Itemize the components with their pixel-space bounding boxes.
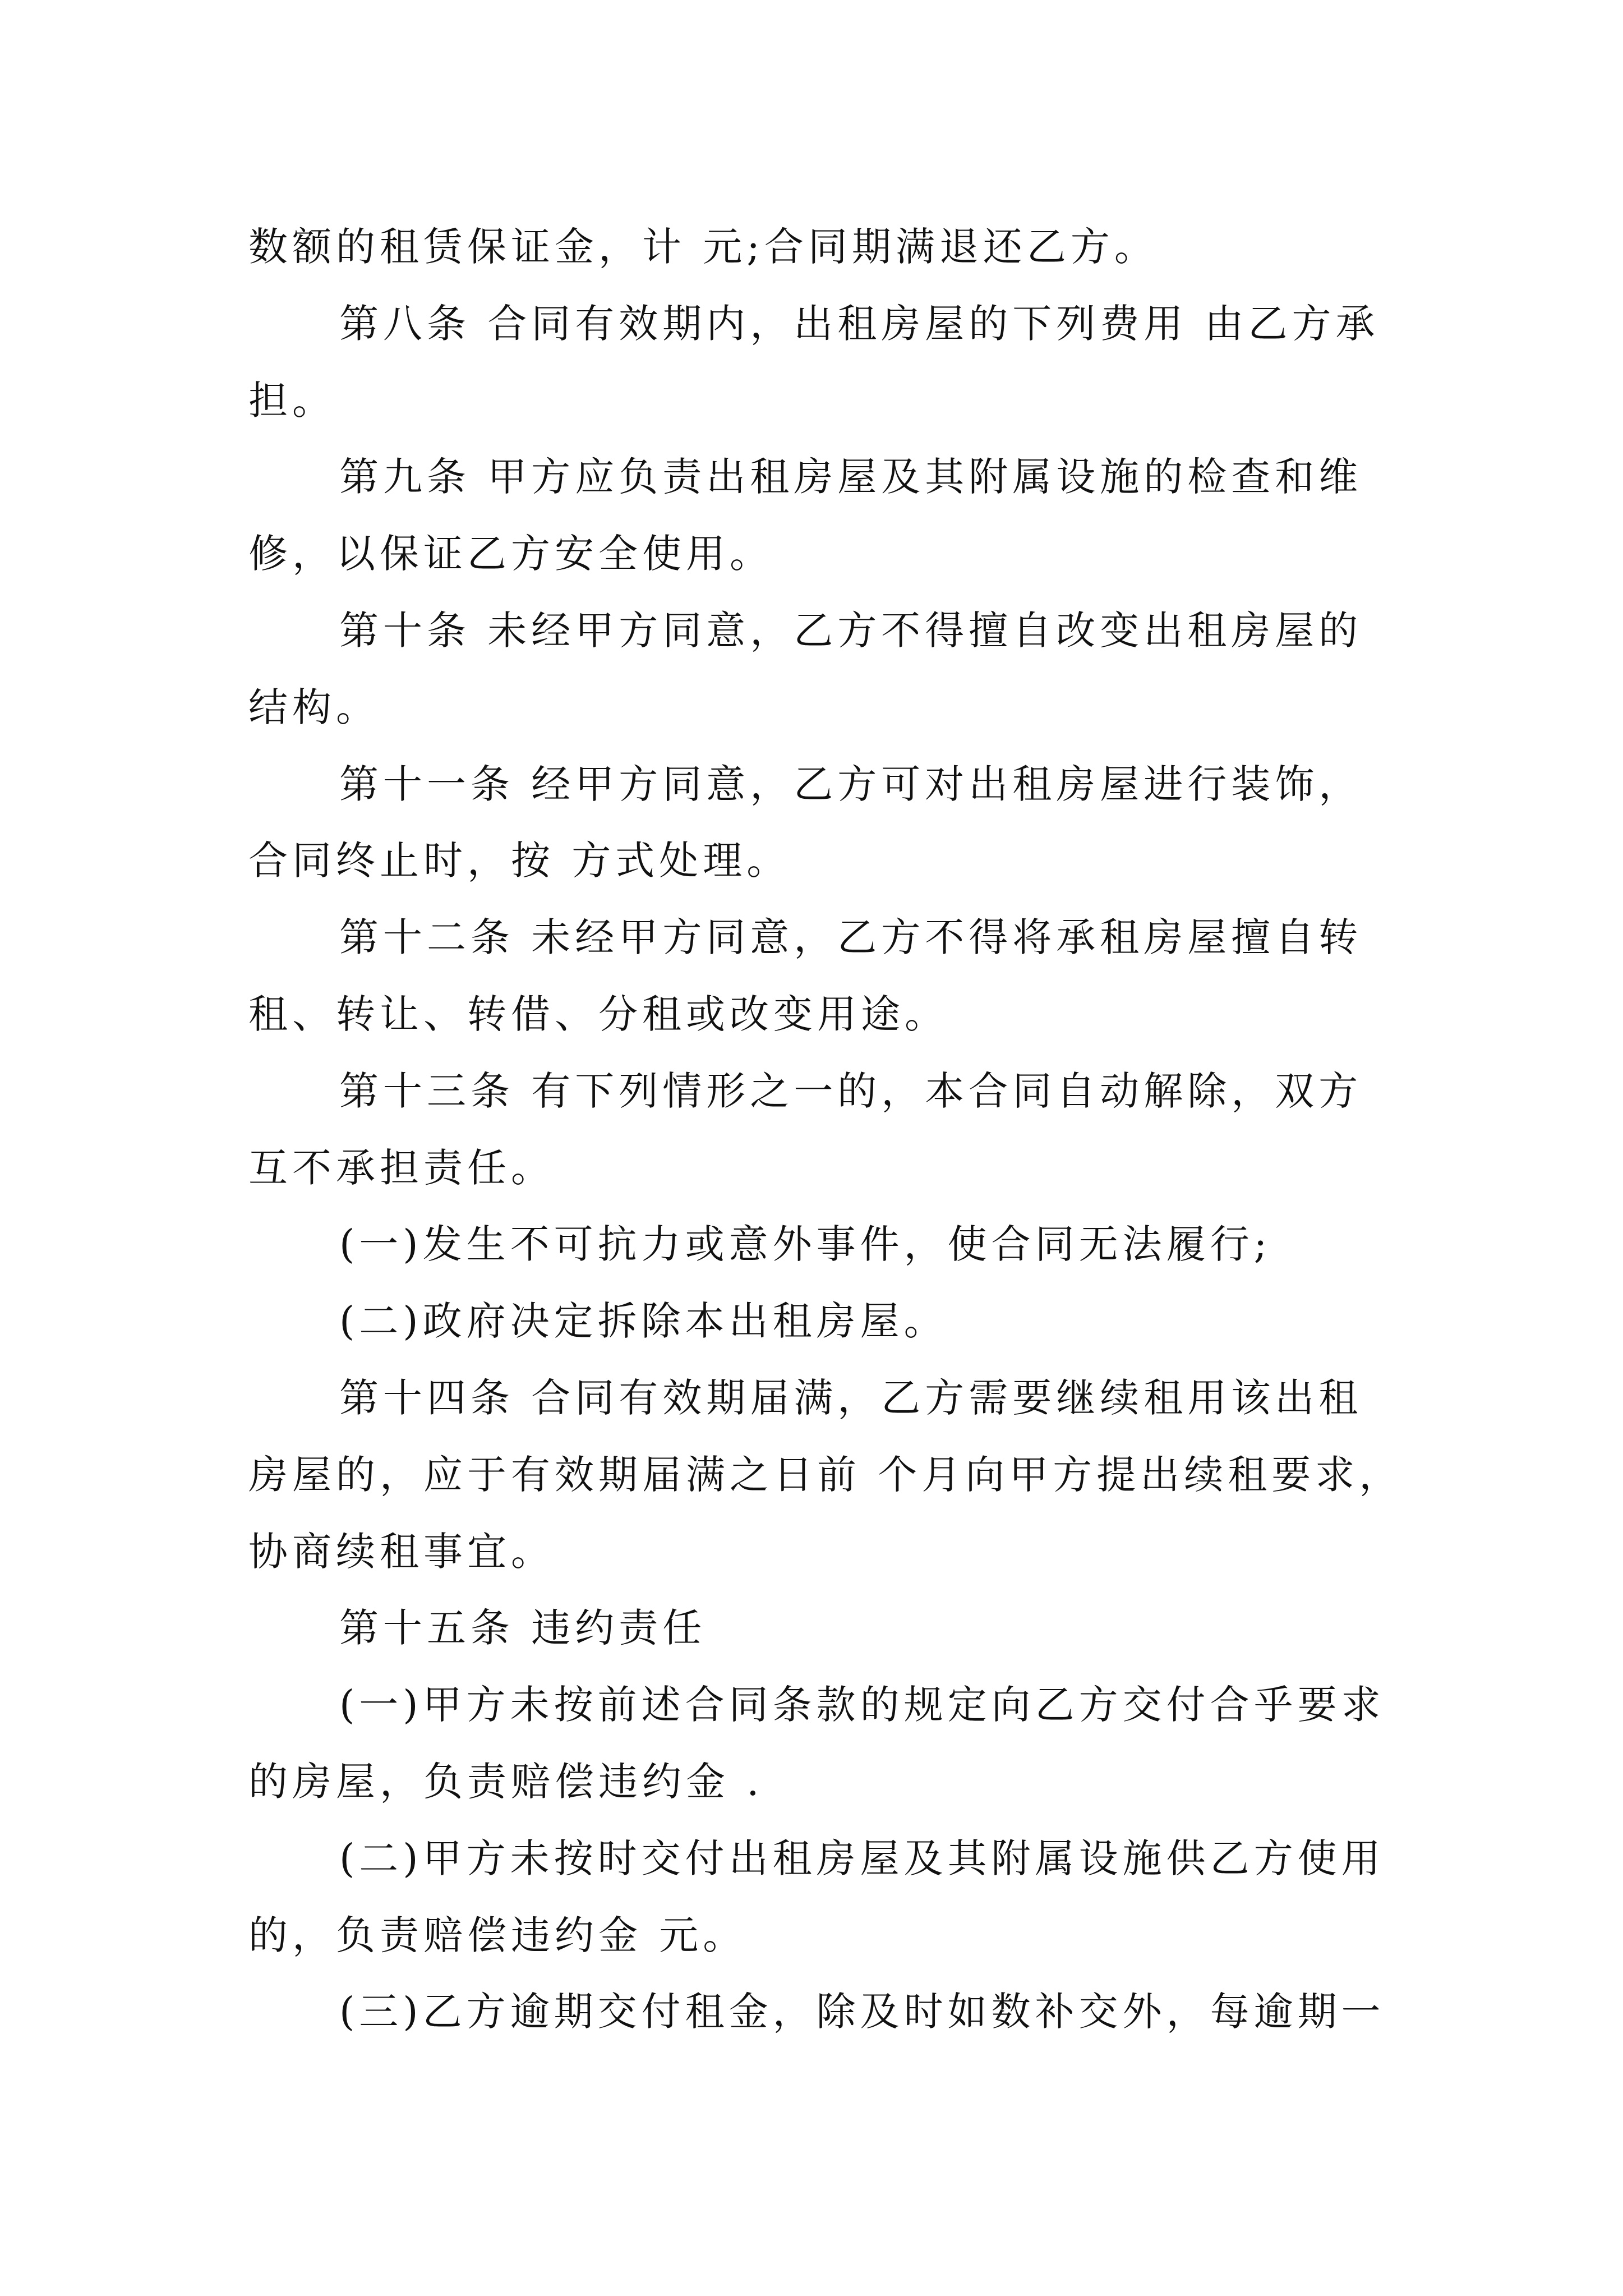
text-line-14: (一)发生不可抗力或意外事件，使合同无法履行; bbox=[339, 1221, 1272, 1268]
text-line-21: 的房屋，负责赔偿违约金 . bbox=[248, 1758, 764, 1805]
text-line-15: (二)政府决定拆除本出租房屋。 bbox=[339, 1298, 948, 1345]
text-line-10: 第十二条 未经甲方同意，乙方不得将承租房屋擅自转 bbox=[339, 914, 1363, 961]
text-line-3: 担。 bbox=[248, 377, 336, 424]
text-line-11: 租、转让、转借、分租或改变用途。 bbox=[248, 991, 948, 1037]
text-line-7: 结构。 bbox=[248, 684, 380, 730]
contract-body-text bbox=[248, 209, 1403, 2050]
text-line-8: 第十一条 经甲方同意，乙方可对出租房屋进行装饰， bbox=[339, 761, 1363, 807]
text-line-17: 房屋的，应于有效期届满之日前 个月向甲方提出续租要求， bbox=[248, 1451, 1403, 1498]
text-line-23: 的，负责赔偿违约金 元。 bbox=[248, 1912, 747, 1958]
text-line-18: 协商续租事宜。 bbox=[248, 1528, 555, 1575]
text-line-2: 第八条 合同有效期内，出租房屋的下列费用 由乙方承 bbox=[339, 300, 1380, 347]
text-line-22: (二)甲方未按时交付出租房屋及其附属设施供乙方使用 bbox=[339, 1835, 1385, 1881]
text-line-13: 互不承担责任。 bbox=[248, 1144, 555, 1191]
text-line-4: 第九条 甲方应负责出租房屋及其附属设施的检查和维 bbox=[339, 454, 1363, 500]
text-line-1: 数额的租赁保证金，计 元;合同期满退还乙方。 bbox=[248, 224, 1158, 270]
text-line-16: 第十四条 合同有效期届满，乙方需要继续租用该出租 bbox=[339, 1374, 1363, 1421]
text-line-24: (三)乙方逾期交付租金，除及时如数补交外，每逾期一 bbox=[339, 1989, 1385, 2035]
text-line-19: 第十五条 违约责任 bbox=[339, 1605, 707, 1651]
text-line-5: 修，以保证乙方安全使用。 bbox=[248, 531, 773, 577]
text-line-9: 合同终止时，按 方式处理。 bbox=[248, 838, 791, 884]
text-line-6: 第十条 未经甲方同意，乙方不得擅自改变出租房屋的 bbox=[339, 607, 1363, 654]
text-line-20: (一)甲方未按前述合同条款的规定向乙方交付合乎要求 bbox=[339, 1682, 1385, 1728]
text-line-12: 第十三条 有下列情形之一的，本合同自动解除，双方 bbox=[339, 1068, 1363, 1114]
